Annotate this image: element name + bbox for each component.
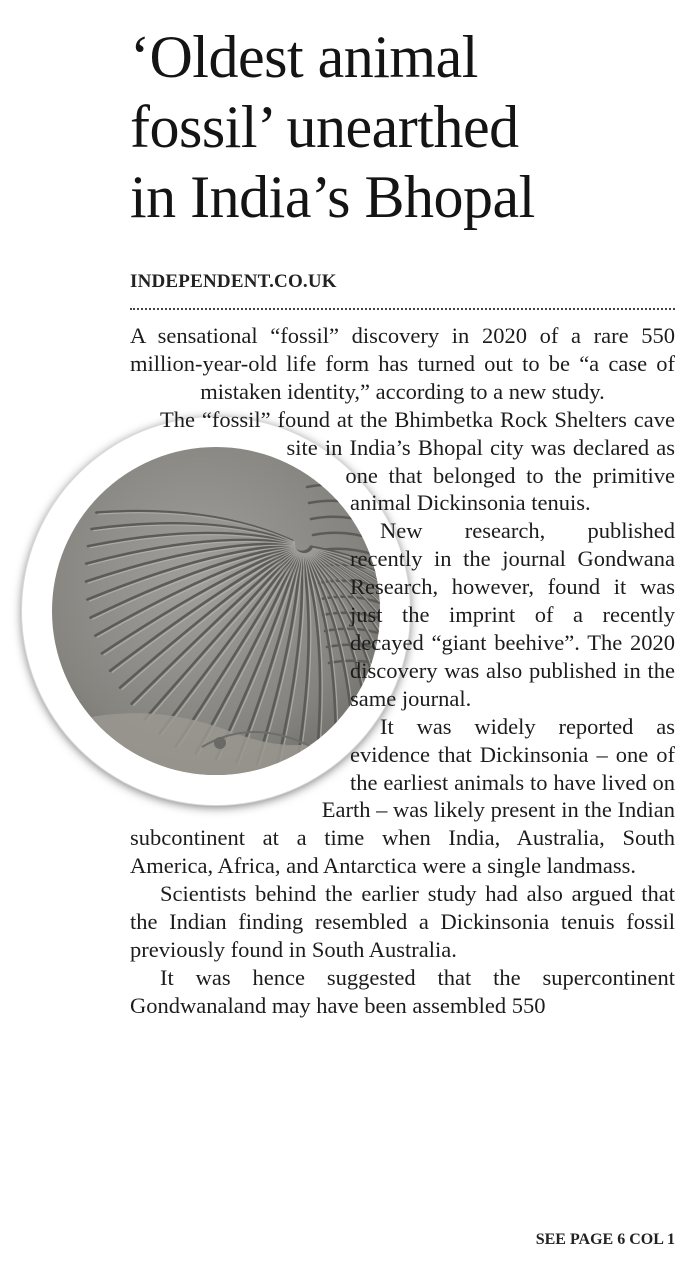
- paragraph-5: Scientists behind the earlier study had also argued that the Indian finding resembled a Dickinsonia tenuis fossil previously found in South Australia.: [130, 881, 675, 962]
- paragraph-3: New research, published recently in the journal Gondwana Research, however, found it was just the imprint of a recently decayed “giant beehive”. The 2020 discovery was also published in the same journal.: [350, 518, 675, 711]
- paragraph-1: A sensational “fossil” discovery in 2020 of a rare 550 million-year-old life form has turned out to be “a case of mistaken identity,” according to a new study.: [130, 323, 675, 404]
- headline: [130, 22, 687, 232]
- article: [130, 0, 675, 1267]
- source-label: INDEPENDENT.CO.UK: [130, 271, 337, 292]
- photo-wrap-space: [20, 406, 350, 866]
- paragraph-4: It was widely reported as evidence that Dickinsonia – one of the earliest animals to have lived on Earth – was likely present in the Indian subcontinent at a time when India, Australia, South America, Africa, and Antarctica were a single landmass.: [130, 713, 675, 879]
- headline-line-3: in India’s Bhopal: [130, 164, 535, 230]
- see-page-reference: SEE PAGE 6 COL 1: [535, 1231, 675, 1248]
- article-body: [130, 322, 675, 1020]
- paragraph-2: The “fossil” found at the Bhimbetka Rock Shelters cave site in India’s Bhopal city was declared as one that belonged to the primitive animal Dickinsonia tenuis.: [160, 406, 675, 516]
- dotted-divider: [130, 308, 675, 310]
- headline-line-1: ‘Oldest animal: [130, 24, 478, 90]
- paragraph-6: It was hence suggested that the supercontinent Gondwanaland may have been assembled 550: [130, 964, 675, 1018]
- headline-line-2: fossil’ unearthed: [130, 94, 519, 160]
